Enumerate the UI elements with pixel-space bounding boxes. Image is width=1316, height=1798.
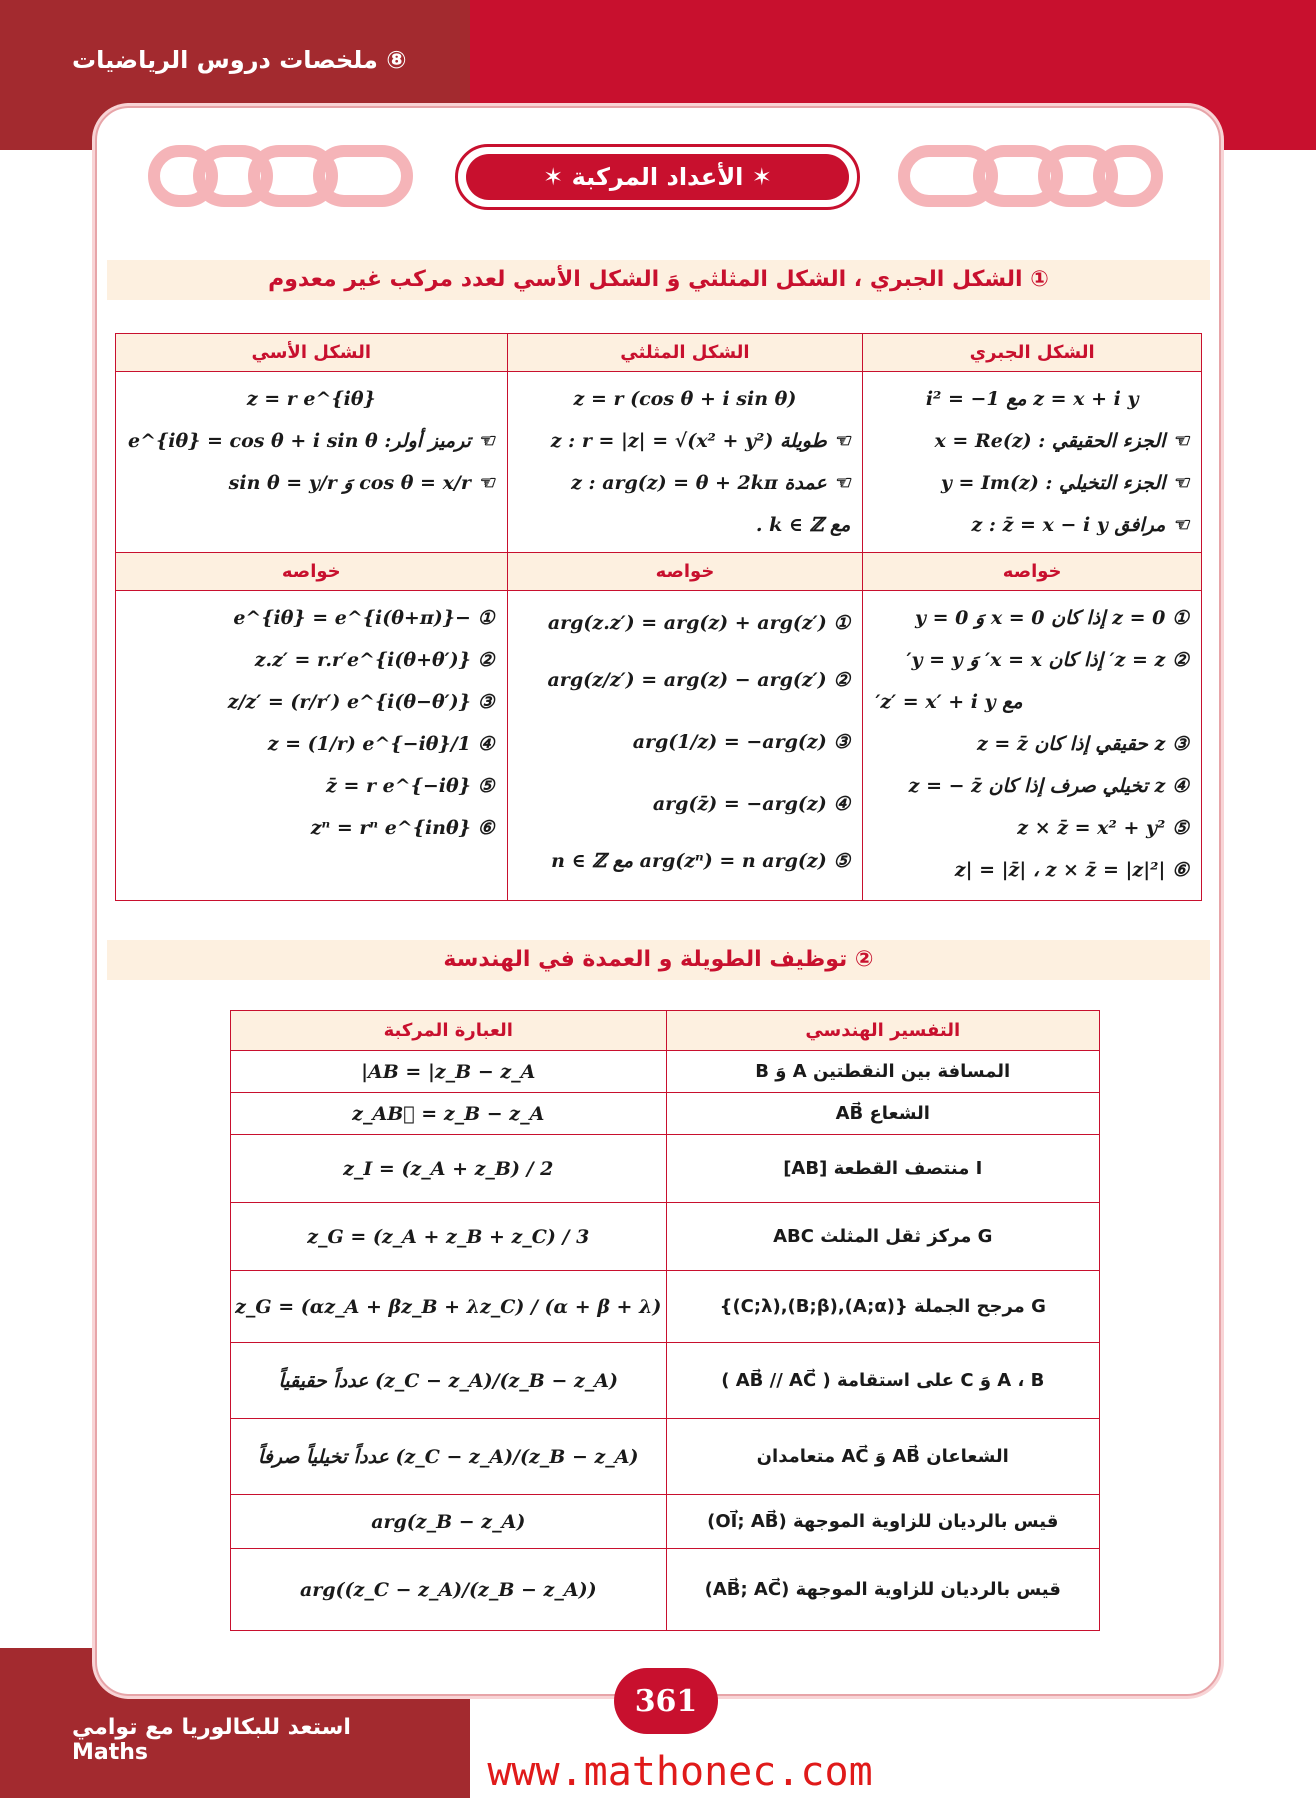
algebraic-form-cell bbox=[863, 372, 1202, 553]
algebraic-line: ☜ الجزء التخيلي : y = Im(z) bbox=[940, 472, 1189, 494]
section-1-title: ① الشكل الجبري ، الشكل المثلثي وَ الشكل الأسي لعدد مركب غير معدوم bbox=[107, 260, 1210, 300]
table-row bbox=[231, 1343, 1100, 1419]
exp-line: ☜ cos θ = x/r وَ sin θ = y/r bbox=[228, 472, 495, 494]
props-header: خواصه bbox=[507, 553, 863, 591]
table-row bbox=[231, 1419, 1100, 1495]
property-line: ② z.z′ = r.r′e^{i(θ+θ′)} bbox=[254, 649, 495, 671]
table-row bbox=[231, 1549, 1100, 1631]
exp-props-cell bbox=[116, 591, 508, 901]
trig-line: z = r (cos θ + i sin θ) bbox=[573, 388, 797, 410]
property-line: ⑥ |z| = |z̄| ، z × z̄ = |z|² bbox=[954, 859, 1189, 881]
geo-cell: A ، B وَ C على استقامة ( AB⃗ // AC⃗ ) bbox=[666, 1343, 1099, 1419]
trig-line: مع k ∈ ℤ . bbox=[755, 514, 851, 536]
props-header: خواصه bbox=[116, 553, 508, 591]
algebraic-props-cell bbox=[863, 591, 1202, 901]
trig-line: ☜ عمدة z : arg(z) = θ + 2kπ bbox=[571, 472, 851, 494]
geo-cell: قيس بالرديان للزاوية الموجهة (AB⃗; AC⃗) bbox=[666, 1549, 1099, 1631]
property-line: ④ arg(z̄) = −arg(z) bbox=[652, 793, 851, 815]
property-line: ① arg(z.z′) = arg(z) + arg(z′) bbox=[547, 612, 851, 634]
ring-decoration bbox=[313, 145, 413, 207]
table-row bbox=[231, 1271, 1100, 1343]
geo-cell: G مرجح الجملة {(A;α),(B;β),(C;λ)} bbox=[666, 1271, 1099, 1343]
trigonometric-form-cell bbox=[507, 372, 863, 553]
geo-cell: G مركز ثقل المثلث ABC bbox=[666, 1203, 1099, 1271]
algebraic-line: ☜ الجزء الحقيقي : x = Re(z) bbox=[934, 430, 1189, 452]
forms-table bbox=[115, 333, 1202, 901]
property-line: ② z = z′ إذا كان x = x′ وَ y = y′ bbox=[906, 649, 1189, 671]
expr-cell: z_I = (z_A + z_B) / 2 bbox=[231, 1135, 667, 1203]
header-algebraic: الشكل الجبري bbox=[863, 334, 1202, 372]
props-header: خواصه bbox=[863, 553, 1202, 591]
table-row bbox=[231, 1203, 1100, 1271]
property-line: ③ z حقيقي إذا كان z = z̄ bbox=[977, 733, 1189, 755]
property-line: ③ z/z′ = (r/r′) e^{i(θ−θ′)} bbox=[227, 691, 495, 713]
geo-cell: المسافة بين النقطتين A وَ B bbox=[666, 1051, 1099, 1093]
ring-decoration bbox=[1093, 145, 1163, 207]
header-trigonometric: الشكل المثلثي bbox=[507, 334, 863, 372]
property-line: ⑤ z × z̄ = x² + y² bbox=[1017, 817, 1189, 839]
header-exponential: الشكل الأسي bbox=[116, 334, 508, 372]
property-line: ⑤ arg(zⁿ) = n arg(z) مع n ∈ ℤ bbox=[551, 850, 851, 872]
property-line: ② arg(z/z′) = arg(z) − arg(z′) bbox=[547, 669, 851, 691]
header-title: ⑧ ملخصات دروس الرياضيات bbox=[72, 46, 407, 74]
chapter-banner bbox=[455, 144, 860, 210]
trig-props-cell bbox=[507, 591, 863, 901]
header-geometric: التفسير الهندسي bbox=[666, 1011, 1099, 1051]
exp-line: ☜ ترميز أولر: e^{iθ} = cos θ + i sin θ bbox=[128, 430, 495, 452]
expr-cell: arg(z_B − z_A) bbox=[231, 1495, 667, 1549]
geometry-table bbox=[230, 1010, 1100, 1631]
section-2-title: ② توظيف الطويلة و العمدة في الهندسة bbox=[107, 940, 1210, 980]
property-line: ③ arg(1/z) = −arg(z) bbox=[632, 731, 851, 753]
geo-cell: الشعاع AB⃗ bbox=[666, 1093, 1099, 1135]
property-line: مع z′ = x′ + i y′ bbox=[875, 691, 1023, 713]
geo-cell: I منتصف القطعة [AB] bbox=[666, 1135, 1099, 1203]
table-row bbox=[231, 1135, 1100, 1203]
expr-cell: AB = |z_B − z_A| bbox=[231, 1051, 667, 1093]
expr-cell: z_G = (z_A + z_B + z_C) / 3 bbox=[231, 1203, 667, 1271]
geo-cell: الشعاعان AB⃗ وَ AC⃗ متعامدان bbox=[666, 1419, 1099, 1495]
watermark-url: www.mathonec.com bbox=[487, 1749, 873, 1795]
expr-cell: arg((z_C − z_A)/(z_B − z_A)) bbox=[231, 1549, 667, 1631]
expr-cell: z_AB⃗ = z_B − z_A bbox=[231, 1093, 667, 1135]
algebraic-line: z = x + i y مع i² = −1 bbox=[925, 388, 1139, 410]
expr-cell: (z_B − z_A)/(z_C − z_A) عدداً تخيلياً صرفاً bbox=[231, 1419, 667, 1495]
footer-text: استعد للبكالوريا مع توامي Maths bbox=[72, 1715, 351, 1765]
property-line: ④ 1/z = (1/r) e^{−iθ} bbox=[267, 733, 495, 755]
trig-line: ☜ طويلة z : r = |z| = √(x² + y²) bbox=[550, 430, 851, 452]
page-number: 361 bbox=[614, 1668, 718, 1734]
property-line: ⑤ z̄ = r e^{−iθ} bbox=[326, 775, 495, 797]
table-row bbox=[231, 1051, 1100, 1093]
property-line: ④ z تخيلي صرف إذا كان z = − z̄ bbox=[908, 775, 1189, 797]
algebraic-line: ☜ مرافق z : z̄ = x − i y bbox=[971, 514, 1189, 536]
expr-cell: (z_B − z_A)/(z_C − z_A) عدداً حقيقياً bbox=[231, 1343, 667, 1419]
property-line: ⑥ zⁿ = rⁿ e^{inθ} bbox=[310, 817, 495, 839]
table-row bbox=[231, 1093, 1100, 1135]
chapter-title: ✶ الأعداد المركبة ✶ bbox=[466, 154, 849, 200]
exp-line: z = r e^{iθ} bbox=[246, 388, 376, 410]
expr-cell: z_G = (αz_A + βz_B + λz_C) / (α + β + λ) bbox=[231, 1271, 667, 1343]
exponential-form-cell bbox=[116, 372, 508, 553]
table-row bbox=[231, 1495, 1100, 1549]
geo-cell: قيس بالرديان للزاوية الموجهة (OI⃗; AB⃗) bbox=[666, 1495, 1099, 1549]
property-line: ① z = 0 إذا كان x = 0 وَ y = 0 bbox=[914, 607, 1189, 629]
header-expression: العبارة المركبة bbox=[231, 1011, 667, 1051]
property-line: ① −e^{iθ} = e^{i(θ+π)} bbox=[233, 607, 495, 629]
